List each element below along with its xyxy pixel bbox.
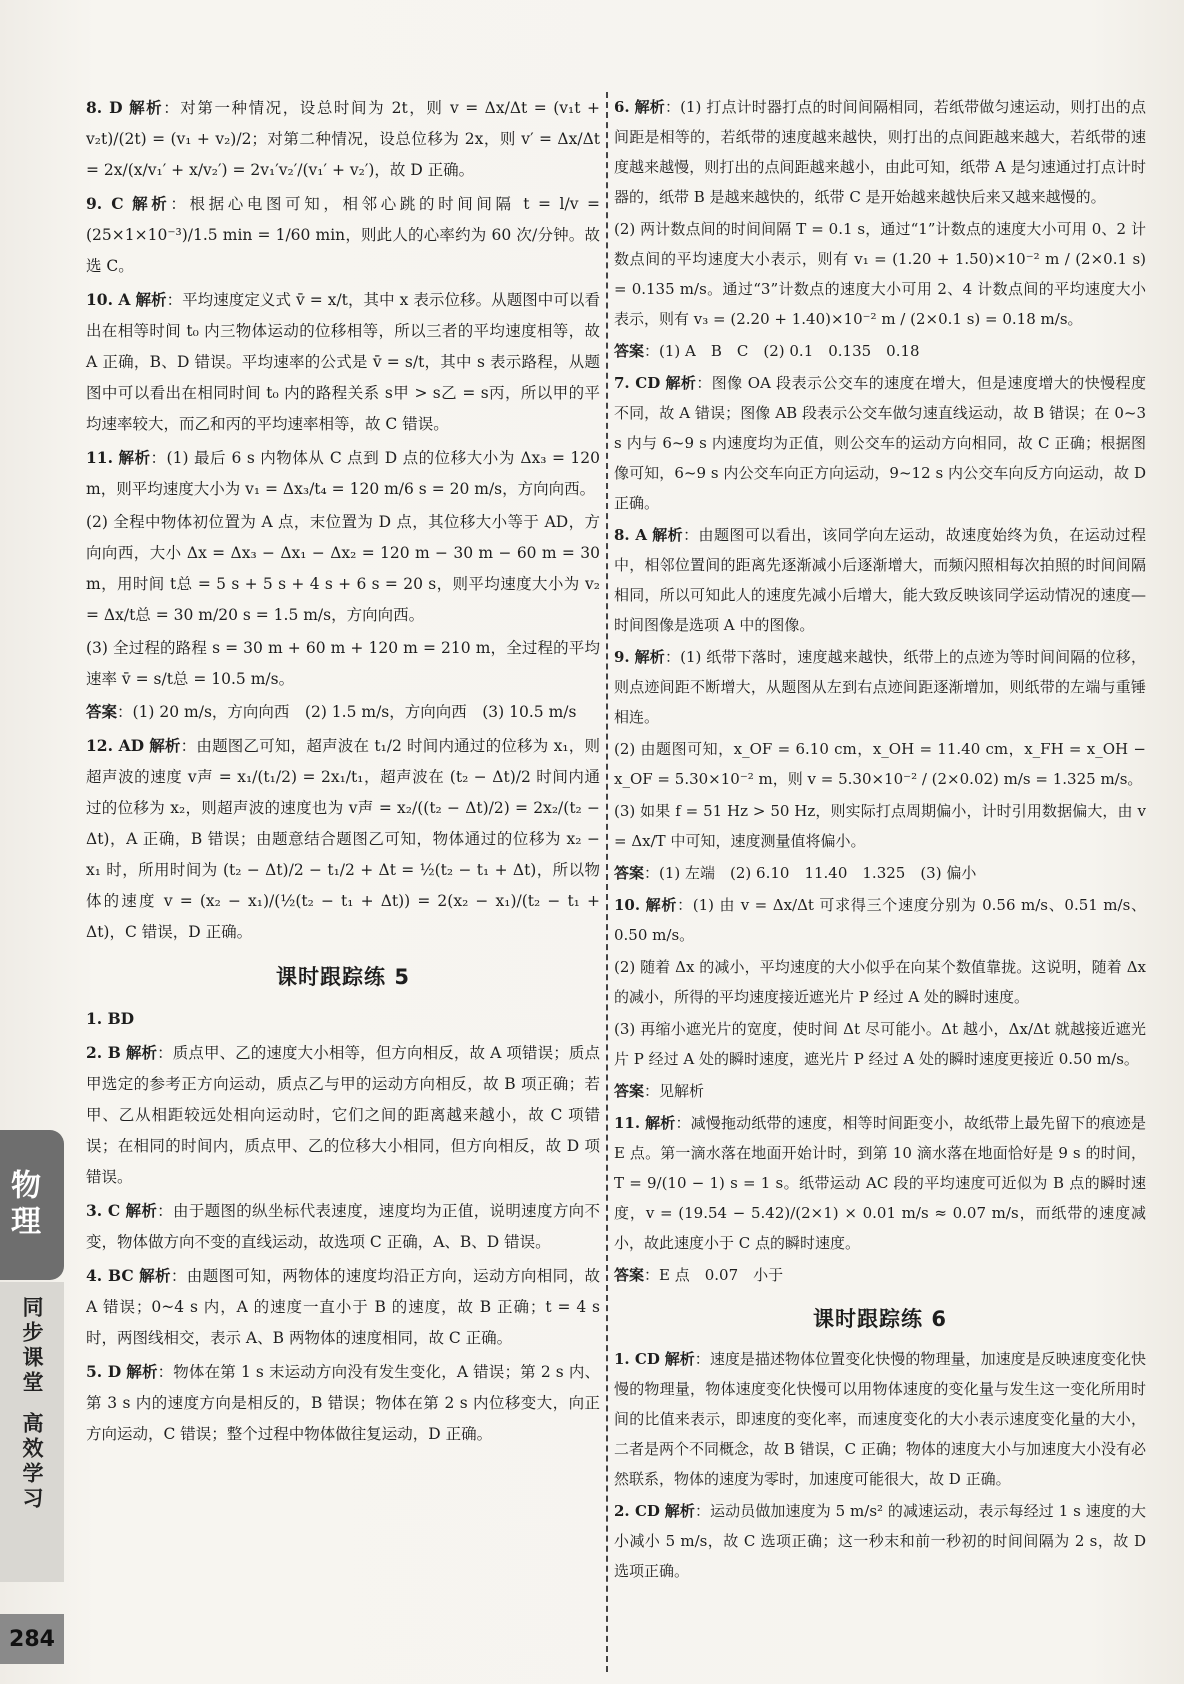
answer-item (86, 1195, 600, 1258)
answer-item (614, 92, 1146, 212)
item-text: ：速度是描述物体位置变化快慢的物理量，加速度是反映速度变化快慢的物理量，物体速度变化快慢可以用物体速度的变化量与发生这一变化所用时间的比值来表示，即速度的变化率，而速度变化的大小表示速度变化量的大小，二者是两个不同概念，故 B 错误，C 正确；物体的速度大小与加速度大小没有必然联系，物体的速度为零时，加速度可能很大，故 D 正确。 (614, 1350, 1146, 1488)
item-number: 5. D (86, 1362, 122, 1381)
item-text: ：(1) 纸带下落时，速度越来越快，纸带上的点迹为等时间间隔的位移，则点迹间距不断增大，从题图从左到右点迹间距逐渐增加，则纸带的左端与重锤相连。 (614, 648, 1146, 726)
item-label: 解析 (634, 648, 665, 666)
item-text: ：质点甲、乙的速度大小相等，但方向相反，故 A 项错误；质点甲选定的参考正方向运动，质点乙与甲的运动方向相反，故 B 项正确；若甲、乙从相距较远处相向运动时，它们之间的距离越来越小，故 C 项错误；在相同的时间内，质点甲、乙的位移大小相同，但方向相反，故 D 项错误。 (86, 1044, 600, 1186)
answer-item (614, 952, 1146, 1012)
answer-item (86, 1037, 600, 1193)
answer-item (614, 368, 1146, 518)
item-number: 10. A (86, 290, 131, 309)
item-label: 解析 (652, 526, 684, 544)
item-text: ：见解析 (644, 1082, 705, 1100)
item-text: ：由题图乙可知，超声波在 t₁/2 时间内通过的位移为 x₁，则超声波的速度 v声 = x₁/(t₁/2) = 2x₁/t₁，超声波在 (t₂ − Δt)/2 时间内通过的位移为 x₂，则超声波的速度也为 v声 = x₂/((t₂ − Δt)/2) = 2x₂/(t₂ − Δt)，A 正确，B 错误；由题意结合题图乙可知，物体通过的位移为 x₂ − x₁ 时，所用时间为 (t₂ − Δt)/2 − t₁/2 + Δt = ½(t₂ − t₁ + Δt)，所以物体的速度 v = (x₂ − x₁)/(½(t₂ − t₁ + Δt)) = 2(x₂ − x₁)/(t₂ − t₁ + Δt)，C 错误，D 正确。 (86, 737, 600, 941)
item-label: 解析 (126, 1363, 158, 1381)
item-label: 答案 (614, 864, 645, 882)
item-text: ：由题图可知，两物体的速度均沿正方向，运动方向相同，故 A 错误；0~4 s 内，A 的速度一直小于 B 的速度，故 B 正确；t = 4 s 时，两图线相交，表示 A、B 两物体的速度相同，故 C 正确。 (86, 1267, 600, 1347)
item-label: 解析 (645, 1114, 676, 1132)
left-column (86, 92, 600, 1452)
page-number: 284 (0, 1614, 64, 1664)
answer-item (614, 734, 1146, 794)
item-text: ：由题图可以看出，该同学向左运动，故速度始终为负，在运动过程中，相邻位置间的距离先逐渐减小后逐渐增大，而频闪照相每次拍照的时间间隔相同，所以可知此人的速度先减小后增大，能大致反映该同学运动情况的速度—时间图像是选项 A 中的图像。 (614, 526, 1146, 634)
series-tab (0, 1282, 64, 1582)
item-number: 1. CD (614, 1350, 660, 1368)
item-text: (2) 全程中物体初位置为 A 点，末位置为 D 点，其位移大小等于 AD，方向向西，大小 Δx = Δx₃ − Δx₁ − Δx₂ = 120 m − 30 m − 60 m = 30 m，用时间 t总 = 5 s + 5 s + 4 s + 6 s = 20 s，则平均速度大小为 v₂ = Δx/t总 = 30 m/20 s = 1.5 m/s，方向向西。 (86, 513, 600, 624)
item-number: 2. CD (614, 1502, 660, 1520)
item-number: 3. C (86, 1201, 121, 1220)
item-number: 8. A (614, 526, 647, 544)
item-text: (3) 如果 f = 51 Hz > 50 Hz，则实际打点周期偏小，计时引用数据偏大，由 v = Δx/T 中可知，速度测量值将偏小。 (614, 802, 1146, 850)
item-text: ：(1) 由 v = Δx/Δt 可求得三个速度分别为 0.56 m/s、0.51 m/s、0.50 m/s。 (614, 896, 1146, 944)
item-label: 答案 (614, 1266, 645, 1284)
answer-item (86, 442, 600, 505)
answer-item (86, 507, 600, 631)
item-text: (2) 随着 Δx 的减小，平均速度的大小似乎在向某个数值靠拢。这说明，随着 Δx 的减小，所得的平均速度接近遮光片 P 经过 A 处的瞬时速度。 (614, 958, 1146, 1006)
series-label-1: 同步课堂 (20, 1296, 44, 1396)
item-text: (2) 两计数点间的时间间隔 T = 0.1 s，通过“1”计数点的速度大小可用 0、2 计数点间的平均速度大小表示，则有 v₁ = (1.20 + 1.50)×10⁻² m / (2×0.1 s) = 0.135 m/s。通过“3”计数点的速度大小可用 2、4 计数点间的平均速度大小表示，则有 v₃ = (2.20 + 1.40)×10⁻² m / (2×0.1 s) = 0.18 m/s。 (614, 220, 1146, 328)
item-text: (3) 全过程的路程 s = 30 m + 60 m + 120 m = 210 m，全过程的平均速率 v̄ = s/t总 = 10.5 m/s。 (86, 639, 600, 688)
item-number: 10. (614, 896, 641, 914)
item-text: ：(1) 最后 6 s 内物体从 C 点到 D 点的位移大小为 Δx₃ = 120 m，则平均速度大小为 v₁ = Δx₃/t₄ = 120 m/6 s = 20 m/s，方向向西。 (86, 449, 600, 498)
item-label: 答案 (86, 703, 118, 721)
item-label: 答案 (614, 1082, 645, 1100)
item-number: 9. C (86, 194, 124, 213)
item-text: ：(1) 20 m/s，方向向西 (2) 1.5 m/s，方向向西 (3) 10.5 m/s (117, 703, 577, 721)
item-number: 2. B (86, 1043, 121, 1062)
subject-tab (0, 1130, 64, 1280)
item-label: 解析 (664, 1502, 695, 1520)
item-text: ：(1) A B C (2) 0.1 0.135 0.18 (644, 342, 920, 360)
item-text: ：运动员做加速度为 5 m/s² 的减速运动，表示每经过 1 s 速度的大小减小 5 m/s，故 C 选项正确；这一秒末和前一秒初的时间间隔为 2 s，故 D 选项正确。 (614, 1502, 1146, 1580)
answer-item (614, 1014, 1146, 1074)
item-number: 6. (614, 98, 630, 116)
item-label: 解析 (135, 291, 167, 309)
item-text: (3) 再缩小遮光片的宽度，使时间 Δt 尽可能小。Δt 越小，Δx/Δt 就越接近遮光片 P 经过 A 处的瞬时速度，遮光片 P 经过 A 处的瞬时速度更接近 0.50 m/s。 (614, 1020, 1146, 1068)
answer-item (614, 796, 1146, 856)
answer-item (86, 1356, 600, 1450)
answer-item (86, 697, 600, 728)
answer-item (86, 1003, 600, 1035)
item-number: 8. D (86, 98, 123, 117)
item-number: 1. BD (86, 1009, 135, 1028)
item-number: 12. AD (86, 736, 145, 755)
answer-item (614, 642, 1146, 732)
answer-item (86, 284, 600, 440)
item-number: 11. (614, 1114, 641, 1132)
item-text: ：(1) 打点计时器打点的时间间隔相同，若纸带做匀速运动，则打出的点间距是相等的，若纸带的速度越来越快，则打出的点间距越来越大，若纸带的速度越来越慢，则打出的点间距越来越小，由此可知，纸带 A 是匀速通过打点计时器的，纸带 B 是越来越快的，纸带 C 是开始越来越快后来又越来越慢的。 (614, 98, 1146, 206)
item-number: 4. BC (86, 1266, 134, 1285)
section-title-5: 课时跟踪练 5 (276, 965, 410, 989)
series-label-2: 高效学习 (20, 1412, 44, 1512)
item-text: ：(1) 左端 (2) 6.10 11.40 1.325 (3) 偏小 (644, 864, 977, 882)
item-label: 解析 (149, 737, 181, 755)
item-number: 7. CD (614, 374, 661, 392)
item-text: (2) 由题图可知，x_OF = 6.10 cm，x_OH = 11.40 cm，x_FH = x_OH − x_OF = 5.30×10⁻² m，则 v = 5.30×10⁻² / (2×0.02) m/s = 1.325 m/s。 (614, 740, 1146, 788)
section-title-6: 课时跟踪练 6 (813, 1307, 947, 1331)
item-label: 解析 (645, 896, 678, 914)
answer-item (86, 1260, 600, 1354)
item-label: 解析 (132, 195, 171, 213)
item-label: 解析 (139, 1267, 171, 1285)
answer-item (614, 520, 1146, 640)
item-text: ：平均速度定义式 v̄ = x/t，其中 x 表示位移。从题图中可以看出在相等时间 t₀ 内三物体运动的位移相等，所以三者的平均速度相等，故 A 正确，B、D 错误。平均速率的公式是 v̄ = s/t，其中 s 表示路程，从题图中可以看出在相同时间 t₀ 内的路程关系 s甲 > s乙 = s丙，所以甲的平均速率较大，而乙和丙的平均速率相等，故 C 错误。 (86, 291, 600, 433)
item-text: ：由于题图的纵坐标代表速度，速度均为正值，说明速度方向不变，物体做方向不变的直线运动，故选项 C 正确，A、B、D 错误。 (86, 1202, 600, 1251)
answer-item (614, 336, 1146, 366)
answer-item (614, 1108, 1146, 1258)
item-label: 答案 (614, 342, 645, 360)
answer-item (614, 214, 1146, 334)
item-text: ：减慢拖动纸带的速度，相等时间距变小，故纸带上最先留下的痕迹是 E 点。第一滴水落在地面开始计时，到第 10 滴水落在地面恰好是 9 s 的时间，T = 9/(10 − 1) s = 1 s。纸带运动 AC 段的平均速度可近似为 B 点的瞬时速度，v = (19.54 − 5.42)/(2×1) × 0.01 m/s ≈ 0.07 m/s，而纸带的速度减小，故此速度小于 C 点的瞬时速度。 (614, 1114, 1146, 1252)
item-label: 解析 (665, 374, 697, 392)
item-label: 解析 (125, 1202, 158, 1220)
item-label: 解析 (118, 449, 151, 467)
right-column (614, 92, 1146, 1588)
item-text: ：物体在第 1 s 末运动方向没有发生变化，A 错误；第 2 s 内、第 3 s 内的速度方向是相反的，B 错误；物体在第 2 s 内位移变大，向正方向运动，C 错误；整个过程中物体做往复运动，D 正确。 (86, 1363, 600, 1443)
answer-item (86, 633, 600, 695)
answer-item (614, 1076, 1146, 1106)
answer-item (86, 188, 600, 282)
item-text: ：E 点 0.07 小于 (644, 1266, 784, 1284)
answer-item (614, 858, 1146, 888)
item-text: ：图像 OA 段表示公交车的速度在增大，但是速度增大的快慢程度不同，故 A 错误；图像 AB 段表示公交车做匀速直线运动，故 B 错误；在 0~3 s 内与 6~9 s 内速度均为正值，则公交车的运动方向相同，故 C 正确；根据图像可知，6~9 s 内公交车向正方向运动，9~12 s 内公交车向反方向运动，故 D 正确。 (614, 374, 1146, 512)
answer-item (614, 1496, 1146, 1586)
subject-label: 物理 (5, 1169, 40, 1241)
item-label: 解析 (129, 99, 164, 117)
item-label: 解析 (634, 98, 665, 116)
item-number: 11. (86, 448, 113, 467)
column-divider (606, 92, 608, 1672)
answer-item (86, 92, 600, 186)
item-text: ：对第一种情况，设总时间为 2t，则 v = Δx/Δt = (v₁t + v₂t)/(2t) = (v₁ + v₂)/2；对第二种情况，设总位移为 2x，则 v′ = Δx/Δt = 2x/(x/v₁′ + x/v₂′) = 2v₁′v₂′/(v₁′ + v₂′)，故 D 正确。 (86, 99, 600, 179)
item-number: 9. (614, 648, 630, 666)
answer-item (86, 730, 600, 948)
answer-item (614, 1344, 1146, 1494)
answer-item (614, 1260, 1146, 1290)
item-label: 解析 (125, 1044, 158, 1062)
item-text: ：根据心电图可知，相邻心跳的时间间隔 t = l/v = (25×1×10⁻³)/1.5 min = 1/60 min，则此人的心率约为 60 次/分钟。故选 C。 (86, 195, 600, 275)
item-label: 解析 (664, 1350, 695, 1368)
answer-item (614, 890, 1146, 950)
